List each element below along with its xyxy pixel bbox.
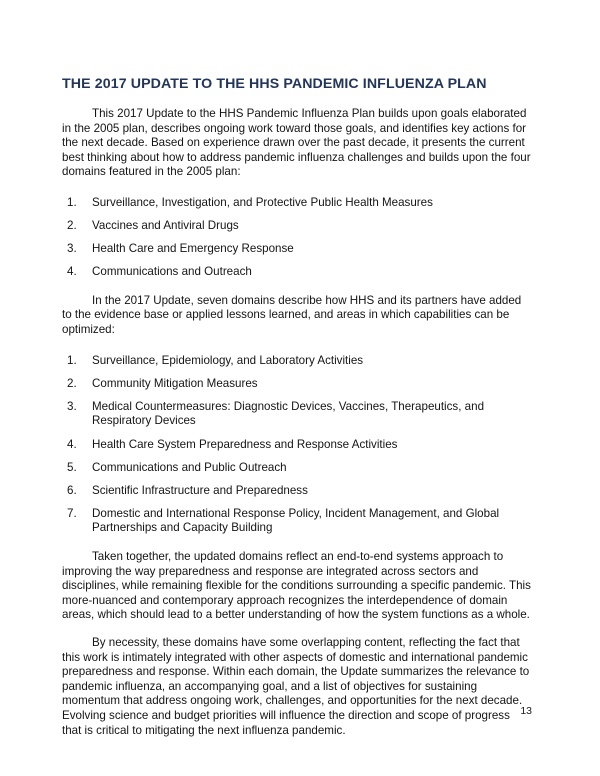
paragraph-second: In the 2017 Update, seven domains describe how HHS and its partners have added to the evidence base or applied lessons learned, and areas in which capabilities can be optimized: [62,293,522,337]
spacer [62,536,532,550]
list-item [62,400,532,429]
list-item-label: Community Mitigation Measures [92,376,258,390]
list-2005-domains [62,196,532,280]
paragraph-third: Taken together, the updated domains reflect an end-to-end systems approach to improving the way preparedness and response are integrated across sectors and disciplines, while remaining flexible for the conditions surrounding a specific pandemic. This more-nuanced and contemporary approach recognizes the interdependence of domain areas, which should lead to a better understanding of how the system functions as a whole. [62,549,531,622]
list-item [62,219,532,234]
page-number: 13 [520,705,532,717]
list-item-label: Communications and Public Outreach [92,460,287,474]
list-item-number: 1. [67,195,77,209]
list-item-label: Health Care System Preparedness and Response Activities [92,437,398,451]
list-item [62,461,532,476]
spacer [62,280,532,294]
document-content [62,76,532,738]
paragraph-intro: This 2017 Update to the HHS Pandemic Influenza Plan builds upon goals elaborated in the 2005 plan, describes ongoing work toward those goals, and identifies key actions for the next decade. Based on experience drawn over the past decade, it presents the current best thinking about how to address pandemic influenza challenges and builds upon the four domains featured in the 2005 plan: [62,107,531,179]
spacer [62,180,532,196]
list-item-number: 3. [67,399,77,413]
list-item-label: Surveillance, Epidemiology, and Laboratory Activities [92,353,364,367]
list-item-label: Communications and Outreach [92,265,252,279]
list-item-label: Vaccines and Antiviral Drugs [92,219,239,233]
page-title: THE 2017 UPDATE TO THE HHS PANDEMIC INFLUENZA PLAN [62,76,487,92]
list-item [62,377,532,392]
list-item [62,354,532,369]
list-item-label: Scientific Infrastructure and Preparedness [92,483,308,497]
list-item-label: Domestic and International Response Policy, Incident Management, and Global Partnerships and Capacity Building [92,506,500,535]
list-item-number: 7. [67,506,77,520]
list-item-label: Surveillance, Investigation, and Protective Public Health Measures [92,195,433,209]
list-item-number: 4. [67,265,77,279]
list-item [62,196,532,211]
list-item-number: 2. [67,376,77,390]
list-item [62,507,532,536]
list-2017-domains [62,354,532,536]
list-item-label: Medical Countermeasures: Diagnostic Devices, Vaccines, Therapeutics, and Respiratory Devices [92,399,485,428]
paragraph-fourth: By necessity, these domains have some overlapping content, reflecting the fact that this work is intimately integrated with other aspects of domestic and international pandemic preparedness and response. Within each domain, the Update summarizes the relevance to pandemic influenza, an accompanying goal, and a list of objectives for sustaining momentum that address ongoing work, challenges, and opportunities for the next decade. Evolving science and budget priorities will influence the direction and scope of progress that is critical to mitigating the next influenza pandemic. [62,635,530,737]
list-item [62,438,532,453]
list-item-number: 1. [67,353,77,367]
list-item [62,242,532,257]
list-item-number: 6. [67,483,77,497]
list-item-number: 5. [67,460,77,474]
list-item-number: 2. [67,219,77,233]
spacer [62,338,532,354]
list-item-number: 4. [67,437,77,451]
list-item-label: Health Care and Emergency Response [92,242,294,256]
list-item [62,484,532,499]
list-item [62,265,532,280]
list-item-number: 3. [67,242,77,256]
